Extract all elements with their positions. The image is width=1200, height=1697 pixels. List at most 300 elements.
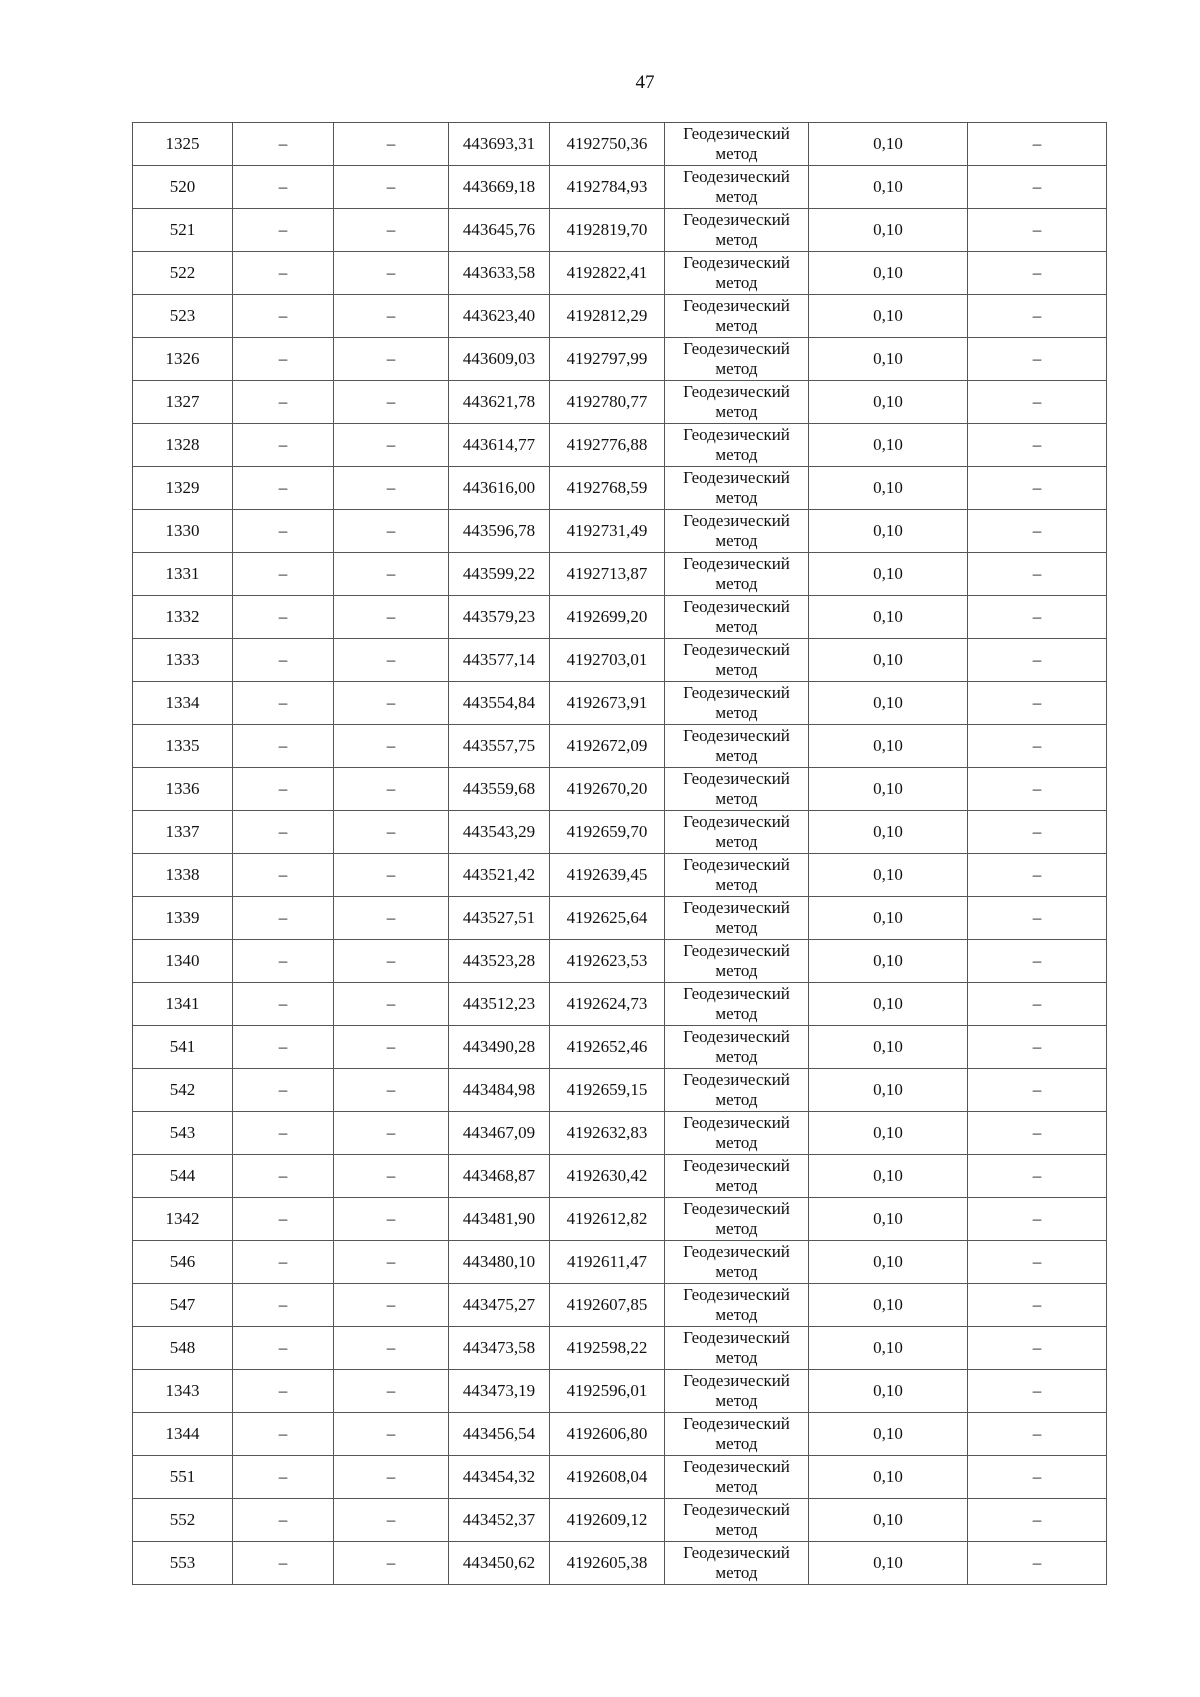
- point-number-cell: 1328: [133, 424, 233, 467]
- y-coordinate-cell: 4192672,09: [550, 725, 665, 768]
- method-text-line: метод: [715, 703, 758, 722]
- coordinates-table: [132, 122, 1107, 1585]
- dash-cell: –: [968, 209, 1107, 252]
- method-text-line: метод: [715, 187, 758, 206]
- table-row: [133, 897, 1107, 940]
- method-cell: [665, 1542, 809, 1585]
- point-number-cell: 1341: [133, 983, 233, 1026]
- x-coordinate-cell: 443523,28: [449, 940, 550, 983]
- x-coordinate-cell: 443527,51: [449, 897, 550, 940]
- dash-cell: –: [968, 1026, 1107, 1069]
- y-coordinate-cell: 4192812,29: [550, 295, 665, 338]
- point-number-cell: 553: [133, 1542, 233, 1585]
- dash-cell: –: [334, 940, 449, 983]
- dash-cell: –: [233, 940, 334, 983]
- table-row: [133, 467, 1107, 510]
- table-row: [133, 295, 1107, 338]
- dash-cell: –: [334, 295, 449, 338]
- dash-cell: –: [334, 1499, 449, 1542]
- x-coordinate-cell: 443577,14: [449, 639, 550, 682]
- dash-cell: –: [334, 811, 449, 854]
- x-coordinate-cell: 443645,76: [449, 209, 550, 252]
- point-number-cell: 1332: [133, 596, 233, 639]
- x-coordinate-cell: 443521,42: [449, 854, 550, 897]
- dash-cell: –: [968, 1069, 1107, 1112]
- dash-cell: –: [334, 1327, 449, 1370]
- method-text-line: метод: [715, 1090, 758, 1109]
- dash-cell: –: [334, 1155, 449, 1198]
- x-coordinate-cell: 443579,23: [449, 596, 550, 639]
- point-number-cell: 1325: [133, 123, 233, 166]
- dash-cell: –: [233, 1327, 334, 1370]
- method-text-line: Геодезический: [683, 1414, 790, 1433]
- dash-cell: –: [233, 381, 334, 424]
- accuracy-cell: 0,10: [809, 854, 968, 897]
- method-text-line: метод: [715, 1219, 758, 1238]
- method-text-line: метод: [715, 1391, 758, 1410]
- dash-cell: –: [334, 897, 449, 940]
- method-text-line: метод: [715, 1477, 758, 1496]
- table-row: [133, 811, 1107, 854]
- x-coordinate-cell: 443554,84: [449, 682, 550, 725]
- method-cell: [665, 682, 809, 725]
- point-number-cell: 1344: [133, 1413, 233, 1456]
- accuracy-cell: 0,10: [809, 940, 968, 983]
- dash-cell: –: [233, 1026, 334, 1069]
- dash-cell: –: [968, 252, 1107, 295]
- method-text-line: Геодезический: [683, 1113, 790, 1132]
- accuracy-cell: 0,10: [809, 1284, 968, 1327]
- x-coordinate-cell: 443599,22: [449, 553, 550, 596]
- method-text-line: Геодезический: [683, 984, 790, 1003]
- accuracy-cell: 0,10: [809, 1456, 968, 1499]
- dash-cell: –: [233, 424, 334, 467]
- accuracy-cell: 0,10: [809, 1155, 968, 1198]
- dash-cell: –: [233, 854, 334, 897]
- dash-cell: –: [334, 1284, 449, 1327]
- x-coordinate-cell: 443473,19: [449, 1370, 550, 1413]
- method-cell: [665, 811, 809, 854]
- method-text-line: метод: [715, 961, 758, 980]
- accuracy-cell: 0,10: [809, 1370, 968, 1413]
- dash-cell: –: [968, 596, 1107, 639]
- accuracy-cell: 0,10: [809, 897, 968, 940]
- point-number-cell: 548: [133, 1327, 233, 1370]
- dash-cell: –: [968, 639, 1107, 682]
- dash-cell: –: [334, 209, 449, 252]
- dash-cell: –: [334, 123, 449, 166]
- table-row: [133, 1112, 1107, 1155]
- point-number-cell: 552: [133, 1499, 233, 1542]
- y-coordinate-cell: 4192598,22: [550, 1327, 665, 1370]
- y-coordinate-cell: 4192652,46: [550, 1026, 665, 1069]
- y-coordinate-cell: 4192784,93: [550, 166, 665, 209]
- method-text-line: Геодезический: [683, 597, 790, 616]
- dash-cell: –: [233, 1542, 334, 1585]
- dash-cell: –: [334, 424, 449, 467]
- x-coordinate-cell: 443490,28: [449, 1026, 550, 1069]
- x-coordinate-cell: 443512,23: [449, 983, 550, 1026]
- point-number-cell: 551: [133, 1456, 233, 1499]
- dash-cell: –: [233, 1284, 334, 1327]
- dash-cell: –: [334, 166, 449, 209]
- dash-cell: –: [334, 596, 449, 639]
- method-cell: [665, 424, 809, 467]
- table-row: [133, 338, 1107, 381]
- method-text-line: Геодезический: [683, 769, 790, 788]
- method-text-line: Геодезический: [683, 1543, 790, 1562]
- dash-cell: –: [334, 983, 449, 1026]
- y-coordinate-cell: 4192699,20: [550, 596, 665, 639]
- accuracy-cell: 0,10: [809, 338, 968, 381]
- dash-cell: –: [334, 725, 449, 768]
- dash-cell: –: [233, 811, 334, 854]
- dash-cell: –: [968, 1413, 1107, 1456]
- dash-cell: –: [968, 1198, 1107, 1241]
- point-number-cell: 520: [133, 166, 233, 209]
- x-coordinate-cell: 443614,77: [449, 424, 550, 467]
- method-text-line: Геодезический: [683, 253, 790, 272]
- point-number-cell: 547: [133, 1284, 233, 1327]
- dash-cell: –: [233, 209, 334, 252]
- method-text-line: Геодезический: [683, 1285, 790, 1304]
- method-text-line: Геодезический: [683, 683, 790, 702]
- accuracy-cell: 0,10: [809, 639, 968, 682]
- method-text-line: метод: [715, 918, 758, 937]
- dash-cell: –: [334, 854, 449, 897]
- dash-cell: –: [233, 510, 334, 553]
- dash-cell: –: [968, 1241, 1107, 1284]
- dash-cell: –: [334, 1069, 449, 1112]
- table-row: [133, 1026, 1107, 1069]
- method-cell: [665, 983, 809, 1026]
- point-number-cell: 1336: [133, 768, 233, 811]
- dash-cell: –: [334, 1198, 449, 1241]
- method-cell: [665, 768, 809, 811]
- y-coordinate-cell: 4192608,04: [550, 1456, 665, 1499]
- dash-cell: –: [334, 338, 449, 381]
- table-row: [133, 510, 1107, 553]
- method-text-line: метод: [715, 402, 758, 421]
- x-coordinate-cell: 443623,40: [449, 295, 550, 338]
- dash-cell: –: [968, 166, 1107, 209]
- point-number-cell: 1343: [133, 1370, 233, 1413]
- x-coordinate-cell: 443559,68: [449, 768, 550, 811]
- point-number-cell: 1339: [133, 897, 233, 940]
- x-coordinate-cell: 443609,03: [449, 338, 550, 381]
- table-row: [133, 252, 1107, 295]
- y-coordinate-cell: 4192607,85: [550, 1284, 665, 1327]
- method-text-line: Геодезический: [683, 855, 790, 874]
- method-text-line: метод: [715, 617, 758, 636]
- table-row: [133, 983, 1107, 1026]
- point-number-cell: 543: [133, 1112, 233, 1155]
- dash-cell: –: [334, 381, 449, 424]
- dash-cell: –: [968, 854, 1107, 897]
- dash-cell: –: [233, 338, 334, 381]
- table-row: [133, 1370, 1107, 1413]
- dash-cell: –: [968, 1370, 1107, 1413]
- dash-cell: –: [968, 811, 1107, 854]
- dash-cell: –: [334, 1413, 449, 1456]
- accuracy-cell: 0,10: [809, 1069, 968, 1112]
- dash-cell: –: [968, 338, 1107, 381]
- method-text-line: метод: [715, 1563, 758, 1582]
- table-row: [133, 123, 1107, 166]
- dash-cell: –: [968, 1155, 1107, 1198]
- y-coordinate-cell: 4192750,36: [550, 123, 665, 166]
- table-row: [133, 768, 1107, 811]
- accuracy-cell: 0,10: [809, 209, 968, 252]
- dash-cell: –: [233, 252, 334, 295]
- dash-cell: –: [233, 1456, 334, 1499]
- dash-cell: –: [233, 295, 334, 338]
- method-text-line: Геодезический: [683, 296, 790, 315]
- point-number-cell: 541: [133, 1026, 233, 1069]
- x-coordinate-cell: 443456,54: [449, 1413, 550, 1456]
- dash-cell: –: [334, 553, 449, 596]
- table-row: [133, 166, 1107, 209]
- dash-cell: –: [233, 1413, 334, 1456]
- method-text-line: Геодезический: [683, 425, 790, 444]
- dash-cell: –: [334, 467, 449, 510]
- method-text-line: метод: [715, 875, 758, 894]
- table-row: [133, 1413, 1107, 1456]
- table-row: [133, 1542, 1107, 1585]
- accuracy-cell: 0,10: [809, 768, 968, 811]
- method-text-line: Геодезический: [683, 1371, 790, 1390]
- accuracy-cell: 0,10: [809, 510, 968, 553]
- method-text-line: метод: [715, 746, 758, 765]
- y-coordinate-cell: 4192632,83: [550, 1112, 665, 1155]
- dash-cell: –: [968, 467, 1107, 510]
- method-cell: [665, 1155, 809, 1198]
- accuracy-cell: 0,10: [809, 424, 968, 467]
- method-text-line: метод: [715, 273, 758, 292]
- x-coordinate-cell: 443452,37: [449, 1499, 550, 1542]
- point-number-cell: 1326: [133, 338, 233, 381]
- method-text-line: метод: [715, 359, 758, 378]
- table-row: [133, 1069, 1107, 1112]
- point-number-cell: 521: [133, 209, 233, 252]
- point-number-cell: 1334: [133, 682, 233, 725]
- dash-cell: –: [968, 123, 1107, 166]
- method-text-line: Геодезический: [683, 640, 790, 659]
- point-number-cell: 1342: [133, 1198, 233, 1241]
- accuracy-cell: 0,10: [809, 123, 968, 166]
- x-coordinate-cell: 443480,10: [449, 1241, 550, 1284]
- dash-cell: –: [334, 510, 449, 553]
- accuracy-cell: 0,10: [809, 166, 968, 209]
- dash-cell: –: [334, 1542, 449, 1585]
- method-cell: [665, 1284, 809, 1327]
- point-number-cell: 523: [133, 295, 233, 338]
- dash-cell: –: [968, 983, 1107, 1026]
- dash-cell: –: [968, 897, 1107, 940]
- table-row: [133, 854, 1107, 897]
- point-number-cell: 1340: [133, 940, 233, 983]
- method-cell: [665, 596, 809, 639]
- method-cell: [665, 1241, 809, 1284]
- dash-cell: –: [233, 682, 334, 725]
- method-cell: [665, 897, 809, 940]
- method-cell: [665, 1499, 809, 1542]
- method-cell: [665, 467, 809, 510]
- point-number-cell: 522: [133, 252, 233, 295]
- method-text-line: метод: [715, 1176, 758, 1195]
- y-coordinate-cell: 4192605,38: [550, 1542, 665, 1585]
- method-cell: [665, 1456, 809, 1499]
- x-coordinate-cell: 443484,98: [449, 1069, 550, 1112]
- y-coordinate-cell: 4192630,42: [550, 1155, 665, 1198]
- method-text-line: Геодезический: [683, 124, 790, 143]
- dash-cell: –: [233, 768, 334, 811]
- method-text-line: метод: [715, 1004, 758, 1023]
- method-text-line: метод: [715, 1133, 758, 1152]
- method-cell: [665, 252, 809, 295]
- method-text-line: Геодезический: [683, 167, 790, 186]
- dash-cell: –: [968, 1327, 1107, 1370]
- x-coordinate-cell: 443475,27: [449, 1284, 550, 1327]
- x-coordinate-cell: 443481,90: [449, 1198, 550, 1241]
- table-row: [133, 725, 1107, 768]
- dash-cell: –: [968, 553, 1107, 596]
- dash-cell: –: [334, 1026, 449, 1069]
- dash-cell: –: [233, 166, 334, 209]
- accuracy-cell: 0,10: [809, 682, 968, 725]
- method-text-line: метод: [715, 660, 758, 679]
- point-number-cell: 544: [133, 1155, 233, 1198]
- dash-cell: –: [334, 1112, 449, 1155]
- method-text-line: метод: [715, 531, 758, 550]
- dash-cell: –: [233, 1241, 334, 1284]
- table-row: [133, 1155, 1107, 1198]
- y-coordinate-cell: 4192673,91: [550, 682, 665, 725]
- accuracy-cell: 0,10: [809, 553, 968, 596]
- dash-cell: –: [968, 1456, 1107, 1499]
- table-row: [133, 1456, 1107, 1499]
- accuracy-cell: 0,10: [809, 1112, 968, 1155]
- y-coordinate-cell: 4192611,47: [550, 1241, 665, 1284]
- y-coordinate-cell: 4192639,45: [550, 854, 665, 897]
- y-coordinate-cell: 4192659,15: [550, 1069, 665, 1112]
- dash-cell: –: [968, 725, 1107, 768]
- table-row: [133, 1198, 1107, 1241]
- dash-cell: –: [968, 510, 1107, 553]
- y-coordinate-cell: 4192624,73: [550, 983, 665, 1026]
- method-text-line: метод: [715, 488, 758, 507]
- method-cell: [665, 1413, 809, 1456]
- y-coordinate-cell: 4192713,87: [550, 553, 665, 596]
- y-coordinate-cell: 4192776,88: [550, 424, 665, 467]
- method-cell: [665, 854, 809, 897]
- table-row: [133, 1241, 1107, 1284]
- dash-cell: –: [968, 295, 1107, 338]
- y-coordinate-cell: 4192606,80: [550, 1413, 665, 1456]
- y-coordinate-cell: 4192596,01: [550, 1370, 665, 1413]
- method-text-line: Геодезический: [683, 1457, 790, 1476]
- table-body: [133, 123, 1107, 1585]
- y-coordinate-cell: 4192822,41: [550, 252, 665, 295]
- method-text-line: метод: [715, 832, 758, 851]
- method-text-line: Геодезический: [683, 941, 790, 960]
- accuracy-cell: 0,10: [809, 1026, 968, 1069]
- method-cell: [665, 123, 809, 166]
- method-text-line: метод: [715, 1262, 758, 1281]
- point-number-cell: 1338: [133, 854, 233, 897]
- dash-cell: –: [334, 1241, 449, 1284]
- point-number-cell: 1337: [133, 811, 233, 854]
- dash-cell: –: [334, 768, 449, 811]
- y-coordinate-cell: 4192609,12: [550, 1499, 665, 1542]
- accuracy-cell: 0,10: [809, 1413, 968, 1456]
- method-cell: [665, 166, 809, 209]
- page-number: 47: [635, 72, 655, 93]
- accuracy-cell: 0,10: [809, 295, 968, 338]
- method-text-line: метод: [715, 1434, 758, 1453]
- x-coordinate-cell: 443596,78: [449, 510, 550, 553]
- method-text-line: метод: [715, 1348, 758, 1367]
- point-number-cell: 1333: [133, 639, 233, 682]
- accuracy-cell: 0,10: [809, 1499, 968, 1542]
- method-text-line: метод: [715, 1305, 758, 1324]
- y-coordinate-cell: 4192612,82: [550, 1198, 665, 1241]
- y-coordinate-cell: 4192819,70: [550, 209, 665, 252]
- point-number-cell: 1331: [133, 553, 233, 596]
- accuracy-cell: 0,10: [809, 1198, 968, 1241]
- method-text-line: Геодезический: [683, 1070, 790, 1089]
- y-coordinate-cell: 4192659,70: [550, 811, 665, 854]
- accuracy-cell: 0,10: [809, 1542, 968, 1585]
- method-cell: [665, 381, 809, 424]
- method-cell: [665, 940, 809, 983]
- method-cell: [665, 1327, 809, 1370]
- x-coordinate-cell: 443467,09: [449, 1112, 550, 1155]
- method-cell: [665, 209, 809, 252]
- dash-cell: –: [233, 725, 334, 768]
- method-text-line: Геодезический: [683, 339, 790, 358]
- dash-cell: –: [233, 639, 334, 682]
- method-cell: [665, 639, 809, 682]
- dash-cell: –: [968, 682, 1107, 725]
- dash-cell: –: [968, 768, 1107, 811]
- dash-cell: –: [968, 1112, 1107, 1155]
- x-coordinate-cell: 443633,58: [449, 252, 550, 295]
- point-number-cell: 1330: [133, 510, 233, 553]
- dash-cell: –: [968, 940, 1107, 983]
- method-cell: [665, 1370, 809, 1413]
- method-text-line: метод: [715, 316, 758, 335]
- method-text-line: Геодезический: [683, 726, 790, 745]
- dash-cell: –: [334, 252, 449, 295]
- accuracy-cell: 0,10: [809, 596, 968, 639]
- point-number-cell: 546: [133, 1241, 233, 1284]
- y-coordinate-cell: 4192731,49: [550, 510, 665, 553]
- table-row: [133, 682, 1107, 725]
- dash-cell: –: [233, 1069, 334, 1112]
- method-text-line: метод: [715, 230, 758, 249]
- method-cell: [665, 510, 809, 553]
- x-coordinate-cell: 443621,78: [449, 381, 550, 424]
- method-text-line: Геодезический: [683, 1199, 790, 1218]
- y-coordinate-cell: 4192670,20: [550, 768, 665, 811]
- table-row: [133, 1327, 1107, 1370]
- method-cell: [665, 1198, 809, 1241]
- method-text-line: Геодезический: [683, 1328, 790, 1347]
- table-row: [133, 209, 1107, 252]
- dash-cell: –: [233, 983, 334, 1026]
- dash-cell: –: [233, 596, 334, 639]
